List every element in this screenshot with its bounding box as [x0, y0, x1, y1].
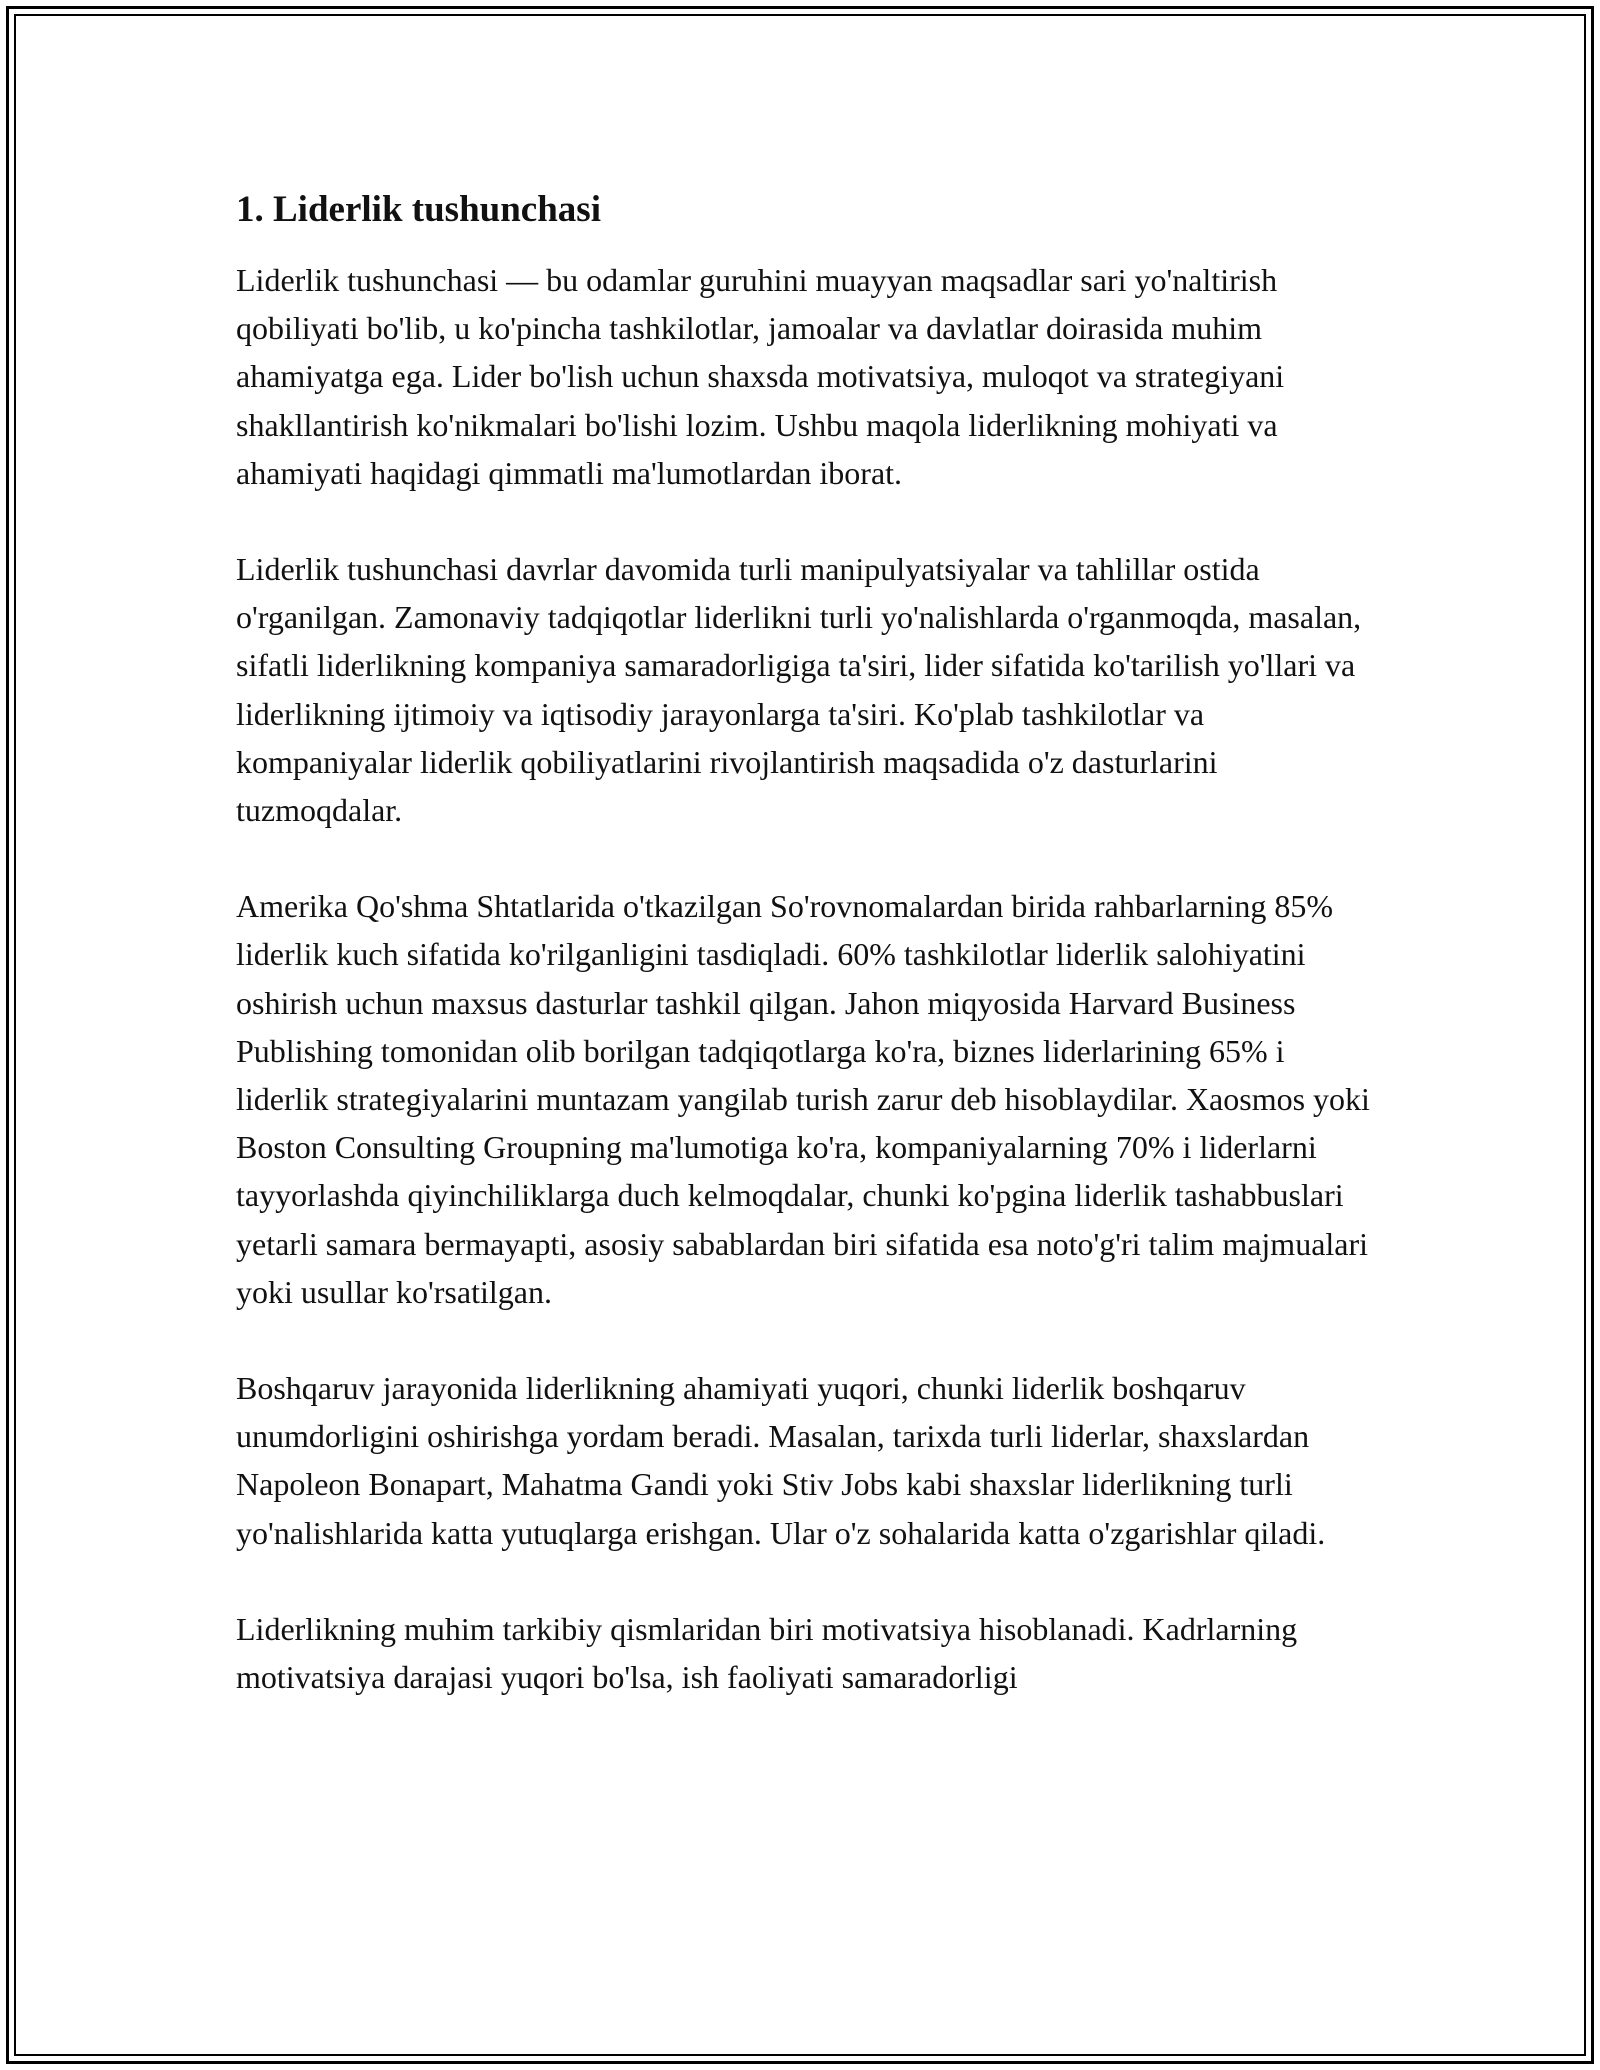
document-body [236, 186, 1376, 1749]
paragraph-statistics: Amerika Qo'shma Shtatlarida o'tkazilgan So'rovnomalardan birida rahbarlarning 85% liderlik kuch sifatida ko'rilganligini tasdiqladi. 60% tashkilotlar liderlik salohiyatini oshirish uchun maxsus dasturlar tashkil qilgan. Jahon miqyosida Harvard Business Publishing tomonidan olib borilgan tadqiqotlarga ko'ra, biznes liderlarining 65% i liderlik strategiyalarini muntazam yangilab turish zarur deb hisoblaydilar. Xaosmos yoki Boston Consulting Groupning ma'lumotiga ko'ra, kompaniyalarning 70% i liderlarni tayyorlashda qiyinchiliklarga duch kelmoqdalar, chunki ko'pgina liderlik tashabbuslari yetarli samara bermayapti, asosiy sabablardan biri sifatida esa noto'g'ri talim majmualari yoki usullar ko'rsatilgan. [236, 888, 1370, 1310]
paragraph-research: Liderlik tushunchasi davrlar davomida turli manipulyatsiyalar va tahlillar ostida o'rganilgan. Zamonaviy tadqiqotlar liderlikni turli yo'nalishlarda o'rganmoqda, masalan, sifatli liderlikning kompaniya samaradorligiga ta'siri, lider sifatida ko'tarilish yo'llari va liderlikning ijtimoiy va iqtisodiy jarayonlarga ta'siri. Ko'plab tashkilotlar va kompaniyalar liderlik qobiliyatlarini rivojlantirish maqsadida o'z dasturlarini tuzmoqdalar. [236, 551, 1362, 829]
paragraph-motivation: Liderlikning muhim tarkibiy qismlaridan biri motivatsiya hisoblanadi. Kadrlarning motivatsiya darajasi yuqori bo'lsa, ish faoliyati samaradorligi [236, 1610, 1298, 1696]
section-heading: 1. Liderlik tushunchasi [236, 189, 601, 230]
paragraph-intro: Liderlik tushunchasi — bu odamlar guruhini muayyan maqsadlar sari yo'naltirish qobiliyati bo'lib, u ko'pincha tashkilotlar, jamoalar va davlatlar doirasida muhim ahamiyatga ega. Lider bo'lish uchun shaxsda motivatsiya, muloqot va strategiyani shakllantirish ko'nikmalari bo'lishi lozim. Ushbu maqola liderlikning mohiyati va ahamiyati haqidagi qimmatli ma'lumotlardan iborat. [236, 262, 1285, 491]
paragraph-management: Boshqaruv jarayonida liderlikning ahamiyati yuqori, chunki liderlik boshqaruv unumdorligini oshirishga yordam beradi. Masalan, tarixda turli liderlar, shaxslardan Napoleon Bonapart, Mahatma Gandi yoki Stiv Jobs kabi shaxslar liderlikning turli yo'nalishlarida katta yutuqlarga erishgan. Ular o'z sohalarida katta o'zgarishlar qiladi. [236, 1370, 1326, 1551]
